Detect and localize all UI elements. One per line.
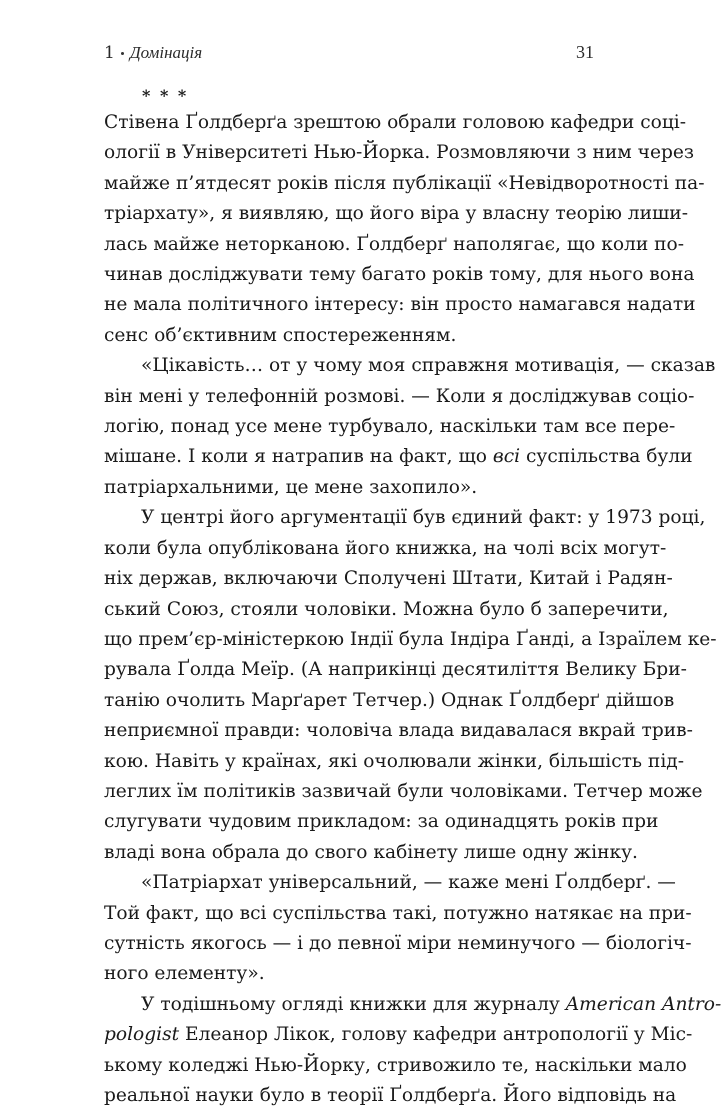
text-line: сенс об’єктивним спостереженням. bbox=[104, 324, 457, 346]
running-head-section bbox=[104, 43, 202, 63]
text-line: лась майже неторканою. Ґолдберґ наполягає, що коли по- bbox=[104, 233, 685, 255]
text-line: Той факт, що всі суспільства такі, потужно натякає на при- bbox=[104, 902, 692, 924]
text-line-with-italic bbox=[104, 1020, 693, 1050]
text-line: леглих їм політиків зазвичай були чоловіками. Тетчер може bbox=[104, 780, 703, 802]
text-line-with-continuation bbox=[104, 1051, 687, 1081]
text-line: патріархальними, це мене захопило». bbox=[104, 476, 478, 498]
text-line: ський Союз, стояли чоловіки. Можна було б заперечити, bbox=[104, 598, 669, 620]
text-line: чинав досліджувати тему багато років тому, для нього вона bbox=[104, 264, 695, 286]
text-line: сутність якогось — і до певної міри неминучого — біологіч- bbox=[104, 932, 692, 954]
text-line: владі вона обрала до свого кабінету лише одну жінку. bbox=[104, 841, 638, 863]
text-segment: Елеанор Лікок, голову кафедри антропології у Міс- bbox=[179, 1024, 693, 1046]
text-segment: ькому bbox=[104, 1054, 163, 1076]
journal-title: pologist bbox=[104, 1024, 180, 1046]
text-line: кою. Навіть у країнах, які очолювали жінки, більшість під- bbox=[104, 750, 685, 772]
paragraph-2 bbox=[104, 351, 716, 503]
text-segment: суспільства були bbox=[520, 446, 693, 468]
paragraph-5 bbox=[104, 990, 721, 1111]
text-line: майже п’ятдесят років після публікації «Невідворотності па- bbox=[104, 172, 705, 194]
chapter-number: 1 bbox=[104, 43, 115, 63]
separator-dot bbox=[121, 52, 124, 55]
text-line: реальної науки було в теорії Ґолдберґа. Його відповідь на bbox=[104, 1085, 677, 1106]
text-line: Стівена Ґолдберґа зрештою обрали головою кафедри соці- bbox=[104, 112, 687, 133]
text-segment: У тодішньому огляді книжки для журналу bbox=[141, 993, 566, 1015]
text-line: рувала Ґолда Меїр. (А наприкінці десятиліття Велику Бри- bbox=[104, 659, 687, 681]
text-line: «Цікавість… от у чому моя справжня мотивація, — сказав bbox=[141, 355, 716, 377]
text-segment: мішане. І коли я натрапив на факт, що bbox=[104, 446, 493, 468]
text-line: неприємної правди: чоловіча влада видавалася вкрай трив- bbox=[104, 720, 693, 742]
section-title: Домінація bbox=[129, 43, 203, 62]
text-line: танію очолить Марґарет Тетчер.) Однак Ґолдберґ дійшов bbox=[104, 689, 675, 711]
paragraph-3 bbox=[104, 503, 717, 868]
running-head bbox=[104, 42, 594, 63]
text-line: тріархату», я виявляю, що його віра у власну теорію лиши- bbox=[104, 203, 688, 225]
text-line-with-italic bbox=[104, 442, 693, 472]
italic-word: всі bbox=[492, 446, 521, 468]
text-line: ніх держав, включаючи Сполучені Штати, Китай і Радян- bbox=[104, 568, 673, 590]
text-line: ології в Університеті Нью-Йорка. Розмовляючи з ним через bbox=[104, 142, 695, 164]
body-text bbox=[104, 108, 721, 1111]
text-line: логію, понад усе мене турбувало, наскільки там все пере- bbox=[104, 416, 676, 438]
text-line: ного елементу». bbox=[104, 963, 265, 985]
text-line: він мені у телефонній розмові. — Коли я досліджував соціо- bbox=[104, 385, 695, 407]
page-number: 31 bbox=[576, 42, 594, 62]
paragraph-4 bbox=[104, 868, 692, 990]
text-line: не мала політичного інтересу: він просто намагався надати bbox=[104, 294, 696, 316]
section-divider: * * * bbox=[142, 86, 189, 105]
text-line: коли була опублікована його книжка, на чолі всіх могут- bbox=[104, 537, 667, 559]
text-segment: коледжі Нью-Йорку, стривожило те, наскільки мало bbox=[168, 1054, 687, 1076]
paragraph-1 bbox=[104, 108, 705, 351]
text-line: що прем’єр-міністеркою Індії була Індіра Ґанді, а Ізраїлем ке- bbox=[104, 628, 717, 650]
journal-title: American Antro- bbox=[565, 993, 721, 1015]
text-line: слугувати чудовим прикладом: за одинадцять років при bbox=[104, 811, 659, 833]
text-line-with-italic bbox=[104, 990, 721, 1020]
text-line: «Патріархат універсальний, — каже мені Ґолдберґ. — bbox=[141, 872, 676, 894]
text-line: У центрі його аргументації був єдиний факт: у 1973 році, bbox=[141, 507, 706, 529]
